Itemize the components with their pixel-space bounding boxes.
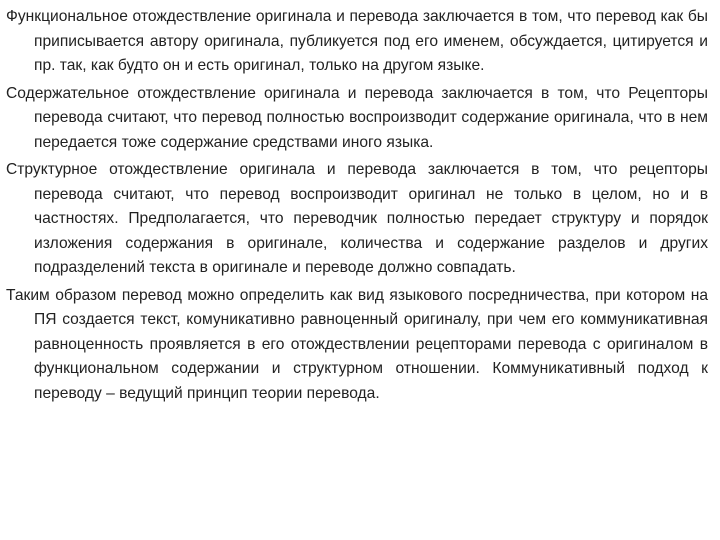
paragraph-translation-definition: Таким образом перевод можно определить как вид языкового посредничества, при котором на ПЯ создается текст, комуникативно равноценный оригиналу, при чем его коммуникативная равноценность проявляется в его отождествлении рецепторами перевода с оригиналом в функциональном содержании и структурном отношении. Коммуникативный подход к переводу – ведущий принцип теории перевода.	[6, 286, 708, 402]
document-page	[6, 5, 708, 409]
paragraph-functional-identification: Функциональное отождествление оригинала и перевода заключается в том, что перевод как бы приписывается автору оригинала, публикуется под его именем, обсуждается, цитируется и пр. так, как будто он и есть оригинал, только на другом языке.	[6, 8, 708, 74]
paragraph-content-identification: Содержательное отождествление оригинала и перевода заключается в том, что Рецепторы перевода считают, что перевод полностью воспроизводит содержание оригинала, что в нем передается тоже содержание средствами иного языка.	[6, 84, 708, 151]
paragraph-structural-identification: Структурное отождествление оригинала и перевода заключается в том, что рецепторы перевода считают, что перевод воспроизводит оригинал не только в целом, но и в частностях. Предполагается, что переводчик полностью передает структуру и порядок изложения содержания в оригинале, количества и содержание разделов и других подразделений текста в оригинале и переводе должно совпадать.	[6, 161, 708, 276]
